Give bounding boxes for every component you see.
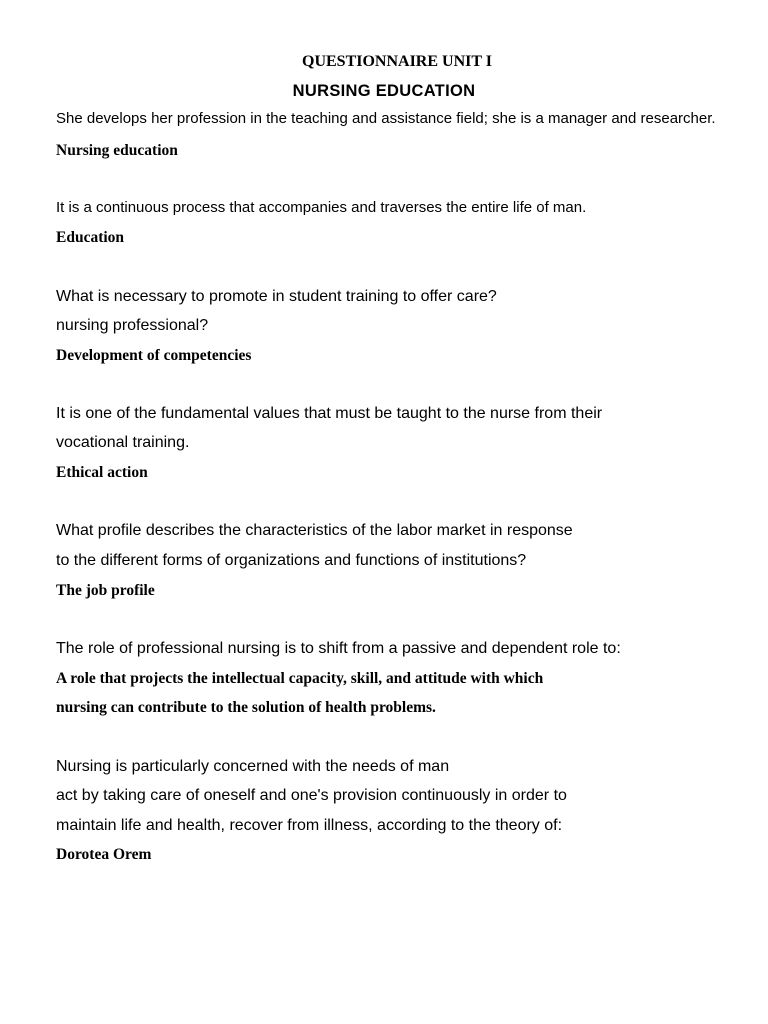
document-title: QUESTIONNAIRE UNIT I xyxy=(302,53,492,70)
question-5-line-2: to the different forms of organizations and functions of institutions? xyxy=(56,552,527,569)
answer-4: Ethical action xyxy=(56,464,148,481)
question-4-line-2: vocational training. xyxy=(56,434,190,451)
answer-7: Dorotea Orem xyxy=(56,846,152,863)
question-4-line-1: It is one of the fundamental values that must be taught to the nurse from their xyxy=(56,405,603,422)
question-2-line-1: It is a continuous process that accompanies and traverses the entire life of man. xyxy=(56,199,587,216)
question-7-line-1: Nursing is particularly concerned with the needs of man xyxy=(56,758,450,775)
question-1-line-1: She develops her profession in the teaching and assistance field; she is a manager and researcher. xyxy=(56,110,716,127)
answer-1: Nursing education xyxy=(56,142,178,159)
question-6-line-1: The role of professional nursing is to shift from a passive and dependent role to: xyxy=(56,640,621,657)
question-7-line-3: maintain life and health, recover from illness, according to the theory of: xyxy=(56,817,563,834)
question-7-line-2: act by taking care of oneself and one's provision continuously in order to xyxy=(56,787,567,804)
answer-2: Education xyxy=(56,229,125,246)
document-subtitle: NURSING EDUCATION xyxy=(292,82,476,100)
answer-5: The job profile xyxy=(56,582,155,599)
question-3-line-1: What is necessary to promote in student training to offer care? xyxy=(56,288,497,305)
question-5-line-1: What profile describes the characteristics of the labor market in response xyxy=(56,522,573,539)
answer-3: Development of competencies xyxy=(56,347,252,364)
answer-6-line-1: A role that projects the intellectual capacity, skill, and attitude with which xyxy=(56,670,544,687)
question-3-line-2: nursing professional? xyxy=(56,317,209,334)
answer-6-line-2: nursing can contribute to the solution of health problems. xyxy=(56,699,436,716)
